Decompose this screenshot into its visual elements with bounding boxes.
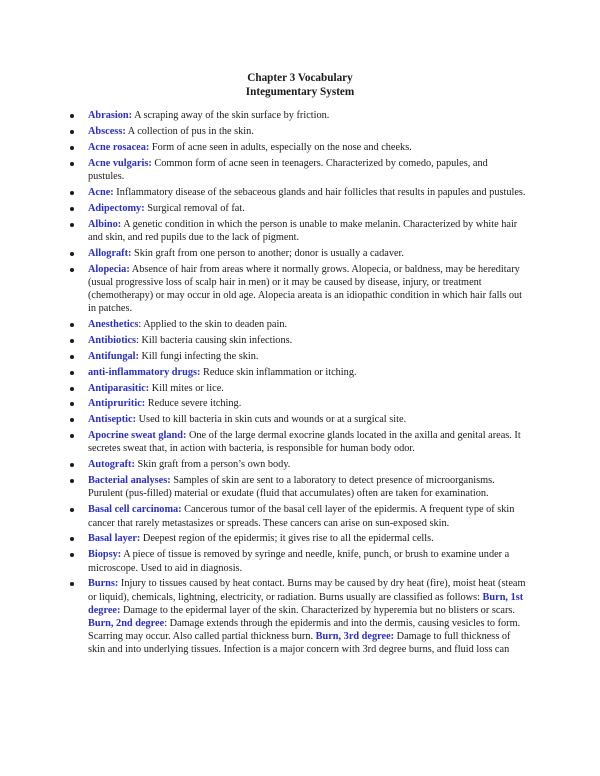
list-item	[88, 503, 526, 529]
term-definition: Surgical removal of fat.	[144, 202, 245, 214]
term-definition: Skin graft from one person to another; donor is usually a cadaver.	[131, 247, 404, 259]
list-item	[88, 157, 526, 183]
term-label: Abscess:	[88, 125, 126, 137]
list-item	[88, 125, 526, 138]
list-item	[88, 263, 526, 316]
term-definition: Damage to the epidermal layer of the skin. Characterized by hyperemia but no blisters or scars.	[120, 604, 515, 616]
term-label: Acne:	[88, 186, 114, 198]
term-definition: Absence of hair from areas where it normally grows. Alopecia, or baldness, may be hereditary (usual progressive loss of scalp hair in men) or it may be caused by disease, injury, or treatment (chemotherapy) or may occur in old age. Alopecia areata is an idiopathic condition in which hair falls out in patches.	[88, 263, 523, 315]
list-item	[88, 186, 526, 199]
term-label: Acne vulgaris:	[88, 157, 152, 169]
term-definition: A piece of tissue is removed by syringe and needle, knife, punch, or brush to examine under a microscope. Used to aid in diagnosis.	[88, 549, 510, 574]
term-label: Biopsy:	[88, 549, 122, 561]
term-definition: Reduce severe itching.	[145, 398, 242, 410]
list-item	[88, 109, 526, 122]
term-label: Bacterial analyses:	[88, 475, 171, 487]
list-item	[88, 474, 526, 500]
term-definition: Deepest region of the epidermis; it gives rise to all the epidermal cells.	[140, 533, 434, 545]
list-item	[88, 247, 526, 260]
term-definition: Cancerous tumor of the basal cell layer of the epidermis. A frequent type of skin cancer that rarely metastasizes or spreads. These cancers can arise on sun-exposed skin.	[88, 504, 515, 529]
term-definition: A genetic condition in which the person is unable to make melanin. Characterized by white hair and skin, and red pupils due to the lack of pigment.	[88, 218, 518, 243]
term-definition: Kill mites or lice.	[149, 382, 224, 394]
term-definition: Inflammatory disease of the sebaceous glands and hair follicles that results in papules and pustules.	[113, 186, 526, 198]
term-label: Adipectomy:	[88, 202, 145, 214]
term-label: Burns:	[88, 578, 119, 590]
term-definition: Injury to tissues caused by heat contact. Burns may be caused by dry heat (fire), moist heat (steam or liquid), chemicals, lightning, electricity, or radiation. Burns usually are classified as follows:	[88, 578, 526, 603]
vocabulary-list	[88, 109, 526, 659]
term-label: Antibiotics	[88, 334, 137, 346]
list-item	[88, 397, 526, 410]
term-label: Autograft:	[88, 459, 135, 471]
term-definition: Samples of skin are sent to a laboratory to detect presence of microorganisms. Purulent (pus-filled) material or exudate (fluid that accumulates) often are taken for examination.	[88, 475, 495, 500]
list-item	[88, 141, 526, 154]
list-item	[88, 366, 526, 379]
list-item	[88, 318, 526, 331]
term-definition: Form of acne seen in adults, especially on the nose and cheeks.	[149, 141, 412, 153]
term-definition: : Kill bacteria causing skin infections.	[136, 334, 293, 346]
term-definition: A collection of pus in the skin.	[125, 125, 254, 137]
term-label: Abrasion:	[88, 110, 133, 121]
term-label-burn-1st: Burn, 1st degree:	[88, 591, 524, 616]
list-item	[88, 218, 526, 244]
list-item	[88, 548, 526, 574]
list-item	[88, 334, 526, 347]
term-definition: A scraping away of the skin surface by friction.	[132, 110, 330, 121]
term-definition: Skin graft from a person’s own body.	[134, 459, 291, 471]
page-title: Chapter 3 Vocabulary	[247, 72, 353, 84]
list-item	[88, 458, 526, 471]
term-definition: : Damage extends through the epidermis and into the dermis, causing vesicles to form. Scarring may occur. Also called partial thickness burn.	[88, 618, 521, 643]
term-definition: Damage to full thickness of skin and into underlying tissues. Infection is a major concern with 3rd degree burns, and fluid loss can	[88, 631, 511, 656]
list-item	[88, 382, 526, 395]
term-label: anti-inflammatory drugs:	[88, 366, 201, 378]
term-definition: Common form of acne seen in teenagers. Characterized by comedo, papules, and pustules.	[88, 157, 488, 182]
term-definition: One of the large dermal exocrine glands located in the axilla and genital areas. It secretes sweat that, in action with bacteria, is responsible for human body odor.	[88, 430, 521, 455]
term-label: Basal layer:	[88, 533, 141, 545]
term-label: Antipruritic:	[88, 398, 146, 410]
term-label: Acne rosacea:	[88, 141, 150, 153]
term-label: Apocrine sweat gland:	[88, 430, 187, 442]
term-definition: Kill fungi infecting the skin.	[138, 350, 259, 362]
term-label-burn-2nd: Burn, 2nd degree	[88, 618, 165, 630]
list-item	[88, 532, 526, 545]
term-label: Alopecia:	[88, 263, 130, 275]
term-label: Antiparasitic:	[88, 382, 150, 394]
term-definition: : Applied to the skin to deaden pain.	[138, 319, 288, 331]
list-item	[88, 413, 526, 426]
term-definition: Used to kill bacteria in skin cuts and wounds or at a surgical site.	[136, 414, 407, 426]
term-label: Anesthetics	[88, 319, 139, 331]
list-item	[88, 350, 526, 363]
list-item-burns	[88, 577, 526, 656]
term-label: Allograft:	[88, 247, 132, 259]
term-label: Antiseptic:	[88, 414, 137, 426]
term-label: Antifungal:	[88, 350, 139, 362]
term-label: Albino:	[88, 218, 122, 230]
list-item	[88, 202, 526, 215]
term-definition: Reduce skin inflammation or itching.	[200, 366, 357, 378]
term-label: Basal cell carcinoma:	[88, 504, 182, 516]
page-subtitle: Integumentary System	[245, 86, 355, 98]
term-label-burn-3rd: Burn, 3rd degree:	[315, 631, 395, 643]
list-item	[88, 429, 526, 455]
